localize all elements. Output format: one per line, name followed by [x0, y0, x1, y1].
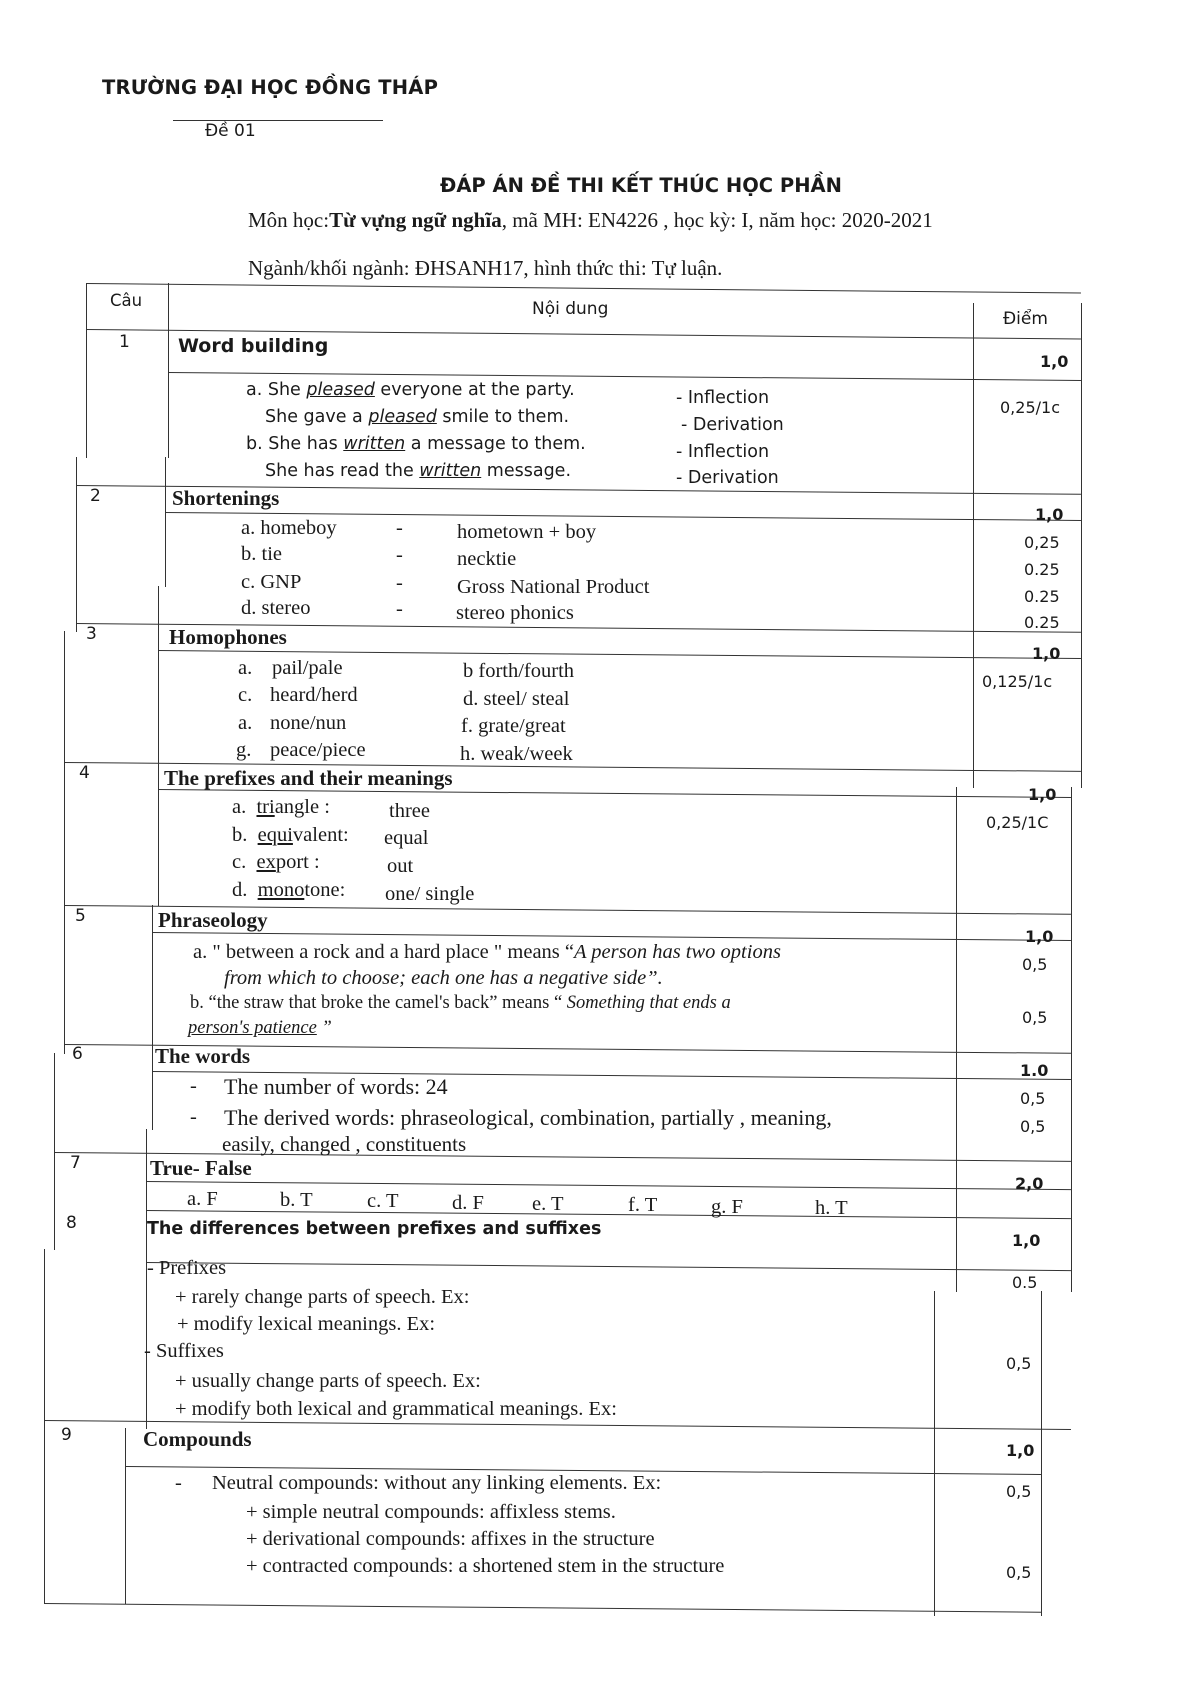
q1-line-b2: She has read the written message. [265, 461, 572, 481]
q6-dash-1: - [190, 1075, 197, 1097]
q1-line-a1: a. She pleased everyone at the party. [246, 380, 575, 400]
q2-item-c-score: 0.25 [1024, 587, 1060, 606]
q2-item-b-score: 0.25 [1024, 560, 1060, 579]
q1-tag-a2: - Derivation [681, 415, 784, 435]
question-number-4: 4 [79, 763, 90, 783]
q2-item-a-score: 0,25 [1024, 533, 1060, 552]
q2-item-b-label: b. tie [241, 543, 282, 565]
q3-right-1: d. steel/ steal [463, 688, 570, 710]
q6-line-1: The number of words: 24 [224, 1074, 448, 1099]
q4-item-d-meaning: one/ single [385, 883, 475, 905]
q1-tag-b1: - Inflection [676, 442, 770, 462]
section-title-the-words: The words [155, 1044, 251, 1068]
q3-left-2-pair: none/nun [270, 712, 347, 734]
q7-answer-a: a. F [187, 1188, 218, 1210]
q3-left-1-letter: c. [238, 684, 253, 706]
course-details: , mã MH: EN4226 , học kỳ: I, năm học: 2020-2021 [501, 208, 933, 232]
q4-item-c-meaning: out [387, 855, 414, 877]
q5-answer-a-line2: from which to choose; each one has a negative side”. [224, 967, 663, 989]
q8-line-3: + modify lexical meanings. Ex: [177, 1313, 436, 1335]
q2-item-d-dash: - [396, 598, 403, 620]
q9-line-1: Neutral compounds: without any linking elements. Ex: [212, 1472, 662, 1494]
score-q1: 1,0 [1040, 352, 1069, 371]
q7-answer-h: h. T [815, 1197, 848, 1219]
q7-answer-f: f. T [628, 1194, 658, 1216]
score-q6-b: 0,5 [1020, 1117, 1046, 1136]
q2-item-a-dash: - [396, 517, 403, 539]
section-title-homophones: Homophones [169, 625, 287, 649]
question-number-7: 7 [70, 1153, 81, 1173]
section-title-true-false: True- False [150, 1156, 252, 1180]
q8-line-6: + modify both lexical and grammatical meanings. Ex: [175, 1398, 617, 1420]
q4-item-c: c. export : [232, 851, 320, 873]
score-q6-a: 0,5 [1020, 1089, 1046, 1108]
q3-right-2: f. grate/great [461, 715, 566, 737]
course-prefix: Môn học: [248, 208, 330, 232]
q2-item-c-label: c. GNP [241, 571, 302, 593]
score-q9: 1,0 [1006, 1441, 1035, 1460]
q4-item-a: a. triangle : [232, 796, 330, 818]
score-q9-b: 0,5 [1006, 1563, 1032, 1582]
course-name: Từ vựng ngữ nghĩa [329, 208, 502, 232]
q2-item-c-dash: - [396, 572, 403, 594]
section-title-compounds: Compounds [143, 1427, 252, 1451]
q8-line-prefixes: - Prefixes [147, 1257, 227, 1279]
q2-item-b-full: necktie [457, 548, 517, 570]
q6-dash-2: - [190, 1106, 197, 1128]
q2-item-c-full: Gross National Product [457, 576, 650, 598]
score-q5-a: 0,5 [1022, 955, 1048, 974]
score-q4: 1,0 [1028, 785, 1057, 804]
section-title-differences: The differences between prefixes and suffixes [147, 1219, 602, 1239]
q1-line-b1: b. She has written a message to them. [246, 434, 586, 454]
question-number-3: 3 [86, 624, 97, 644]
q5-answer-a-line1: a. " between a rock and a hard place " means “A person has two options [193, 941, 781, 963]
score-q5-b: 0,5 [1022, 1008, 1048, 1027]
q6-line-2: The derived words: phraseological, combination, partially , meaning, [224, 1105, 832, 1130]
section-title-prefixes: The prefixes and their meanings [164, 766, 453, 790]
q1-line-a2: She gave a pleased smile to them. [265, 407, 570, 427]
q9-line-4: + contracted compounds: a shortened stem in the structure [246, 1555, 725, 1577]
q2-item-d-full: stereo phonics [456, 602, 574, 624]
q7-answer-c: c. T [367, 1190, 399, 1212]
q2-item-d-label: d. stereo [241, 597, 311, 619]
q3-right-3: h. weak/week [460, 743, 573, 765]
q5-answer-b-line2: person's patience ” [188, 1018, 332, 1038]
q2-item-a-full: hometown + boy [457, 521, 597, 543]
q2-item-a-label: a. homeboy [241, 517, 337, 539]
section-title-word-building: Word building [178, 335, 329, 357]
question-number-6: 6 [72, 1044, 83, 1064]
q4-item-d: d. monotone: [232, 879, 346, 901]
q3-left-2-letter: a. [238, 712, 253, 734]
q7-answer-e: e. T [532, 1193, 564, 1215]
q8-line-suffixes: - Suffixes [144, 1340, 224, 1362]
school-name: TRƯỜNG ĐẠI HỌC ĐỒNG THÁP [102, 76, 439, 99]
sub-score-q3: 0,125/1c [982, 672, 1053, 691]
score-q9-a: 0,5 [1006, 1482, 1032, 1501]
question-number-2: 2 [90, 486, 101, 506]
q7-answer-g: g. F [711, 1196, 743, 1218]
major-line: Ngành/khối ngành: ĐHSANH17, hình thức thi: Tự luận. [248, 256, 723, 280]
score-q8-a: 0.5 [1012, 1273, 1038, 1292]
question-number-9: 9 [61, 1425, 72, 1445]
score-q5: 1,0 [1025, 927, 1054, 946]
score-q2: 1,0 [1035, 505, 1064, 524]
score-q8: 1,0 [1012, 1231, 1041, 1250]
score-q8-b: 0,5 [1006, 1354, 1032, 1373]
question-number-8: 8 [66, 1213, 77, 1233]
exam-code: Đề 01 [205, 121, 256, 141]
q3-left-0-letter: a. [238, 657, 253, 679]
q3-left-3-pair: peace/piece [270, 739, 366, 761]
score-q3: 1,0 [1032, 644, 1061, 663]
score-q6: 1.0 [1020, 1061, 1049, 1080]
q3-right-0: b forth/fourth [463, 660, 575, 682]
q6-line-3: easily, changed , constituents [222, 1132, 467, 1156]
course-line [248, 208, 933, 233]
document-title: ĐÁP ÁN ĐỀ THI KẾT THÚC HỌC PHẦN [440, 174, 842, 197]
q2-item-d-score: 0.25 [1024, 613, 1060, 632]
q9-line-3: + derivational compounds: affixes in the structure [246, 1528, 655, 1550]
q9-line-2: + simple neutral compounds: affixless stems. [246, 1501, 616, 1523]
q4-item-a-meaning: three [389, 800, 430, 822]
q3-left-0-pair: pail/pale [272, 657, 343, 679]
q2-item-b-dash: - [396, 544, 403, 566]
q4-item-b: b. equivalent: [232, 824, 349, 846]
question-number-1: 1 [119, 332, 130, 352]
column-header-content: Nội dung [532, 299, 609, 319]
q5-answer-b-line1: b. “the straw that broke the camel's back” means “ Something that ends a [190, 993, 731, 1013]
column-header-score: Điểm [1003, 309, 1048, 329]
q3-left-3-letter: g. [236, 739, 252, 761]
q8-line-5: + usually change parts of speech. Ex: [175, 1370, 481, 1392]
q1-tag-a1: - Inflection [676, 388, 770, 408]
q8-line-2: + rarely change parts of speech. Ex: [175, 1286, 470, 1308]
section-title-phraseology: Phraseology [158, 908, 268, 932]
q3-left-1-pair: heard/herd [270, 684, 358, 706]
score-q7: 2,0 [1015, 1174, 1044, 1193]
section-title-shortenings: Shortenings [172, 486, 280, 510]
q7-answer-d: d. F [452, 1192, 484, 1214]
question-number-5: 5 [75, 906, 86, 926]
sub-score-q4: 0,25/1C [986, 813, 1049, 832]
q7-answer-b: b. T [280, 1189, 313, 1211]
column-header-question: Câu [110, 291, 143, 310]
sub-score-q1: 0,25/1c [1000, 398, 1060, 417]
q1-tag-b2: - Derivation [676, 468, 779, 488]
q4-item-b-meaning: equal [384, 827, 429, 849]
q9-dash: - [175, 1472, 182, 1494]
